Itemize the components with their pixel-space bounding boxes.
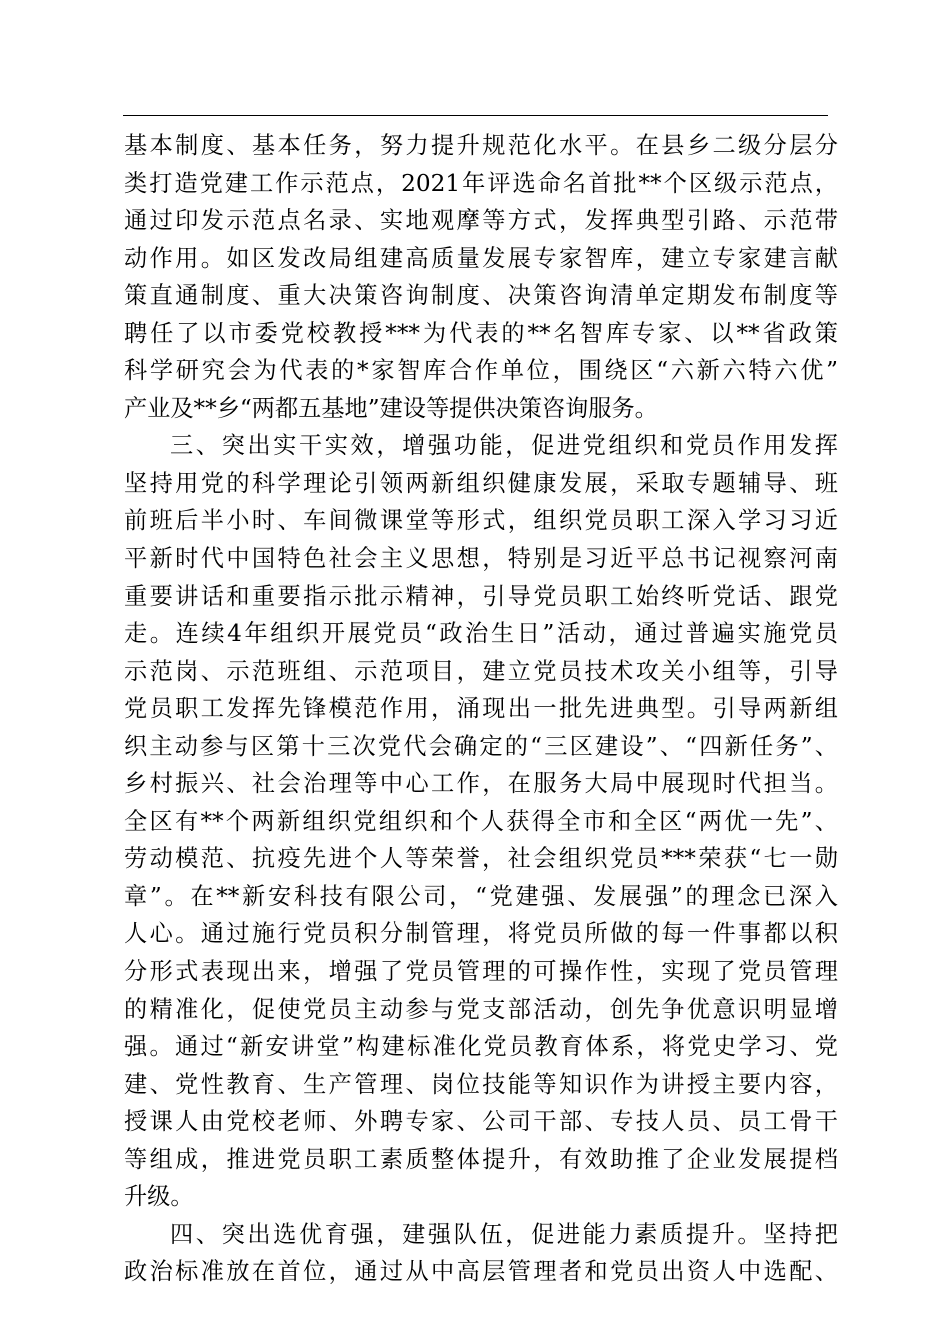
section-heading-4: 四、突出选优育强，建强队伍，促进能力素质提升。坚持把 [170,1220,838,1248]
text-line: 的精准化，促使党员主动参与党支部活动，创先争优意识明显增 [124,995,838,1023]
text-line: 织主动参与区第十三次党代会确定的“三区建设”、“四新任务”、 [124,732,838,760]
text-line: 通过印发示范点名录、实地观摩等方式，发挥典型引路、示范带 [124,207,838,235]
section-heading-3: 三、突出实干实效，增强功能，促进党组织和党员作用发挥 [170,432,838,460]
text-line: 走。连续4年组织开展党员“政治生日”活动，通过普遍实施党员 [124,620,838,648]
text-line: 建、党性教育、生产管理、岗位技能等知识作为讲授主要内容， [124,1070,838,1098]
header-rule [123,115,828,116]
text-line: 前班后半小时、车间微课堂等形式，组织党员职工深入学习习近 [124,507,838,535]
text-line: 分形式表现出来，增强了党员管理的可操作性，实现了党员管理 [124,958,838,986]
text-line: 章”。在**新安科技有限公司，“党建强、发展强”的理念已深入 [124,882,838,910]
text-line: 坚持用党的科学理论引领两新组织健康发展，采取专题辅导、班 [124,469,838,497]
text-line: 政治标准放在首位，通过从中高层管理者和党员出资人中选配、 [124,1258,838,1286]
text-line: 类打造党建工作示范点，2021年评选命名首批**个区级示范点， [124,169,838,197]
text-line: 强。通过“新安讲堂”构建标准化党员教育体系，将党史学习、党 [124,1033,838,1061]
text-line: 党员职工发挥先锋模范作用，涌现出一批先进典型。引导两新组 [124,695,838,723]
text-line: 劳动模范、抗疫先进个人等荣誉，社会组织党员***荣获“七一勋 [124,845,838,873]
text-line: 动作用。如区发改局组建高质量发展专家智库，建立专家建言献 [124,244,838,272]
text-line: 人心。通过施行党员积分制管理，将党员所做的每一件事都以积 [124,920,838,948]
text-line: 重要讲话和重要指示批示精神，引导党员职工始终听党话、跟党 [124,582,838,610]
text-line: 产业及**乡“两都五基地”建设等提供决策咨询服务。 [124,394,658,422]
text-line: 全区有**个两新组织党组织和个人获得全市和全区“两优一先”、 [124,807,838,835]
text-line: 乡村振兴、社会治理等中心工作，在服务大局中展现时代担当。 [124,770,838,798]
text-line: 等组成，推进党员职工素质整体提升，有效助推了企业发展提档 [124,1145,838,1173]
text-line: 聘任了以市委党校教授***为代表的**名智库专家、以**省政策 [124,319,838,347]
text-line: 升级。 [124,1183,194,1211]
text-line: 基本制度、基本任务，努力提升规范化水平。在县乡二级分层分 [124,132,838,159]
text-line: 授课人由党校老师、外聘专家、公司干部、专技人员、员工骨干 [124,1108,838,1136]
text-line: 策直通制度、重大决策咨询制度、决策咨询清单定期发布制度等 [124,282,838,310]
text-line: 示范岗、示范班组、示范项目，建立党员技术攻关小组等，引导 [124,657,838,685]
body-text [124,127,838,1291]
text-line: 平新时代中国特色社会主义思想，特别是习近平总书记视察河南 [124,545,838,573]
text-line: 科学研究会为代表的*家智库合作单位，围绕区“六新六特六优” [124,357,838,385]
